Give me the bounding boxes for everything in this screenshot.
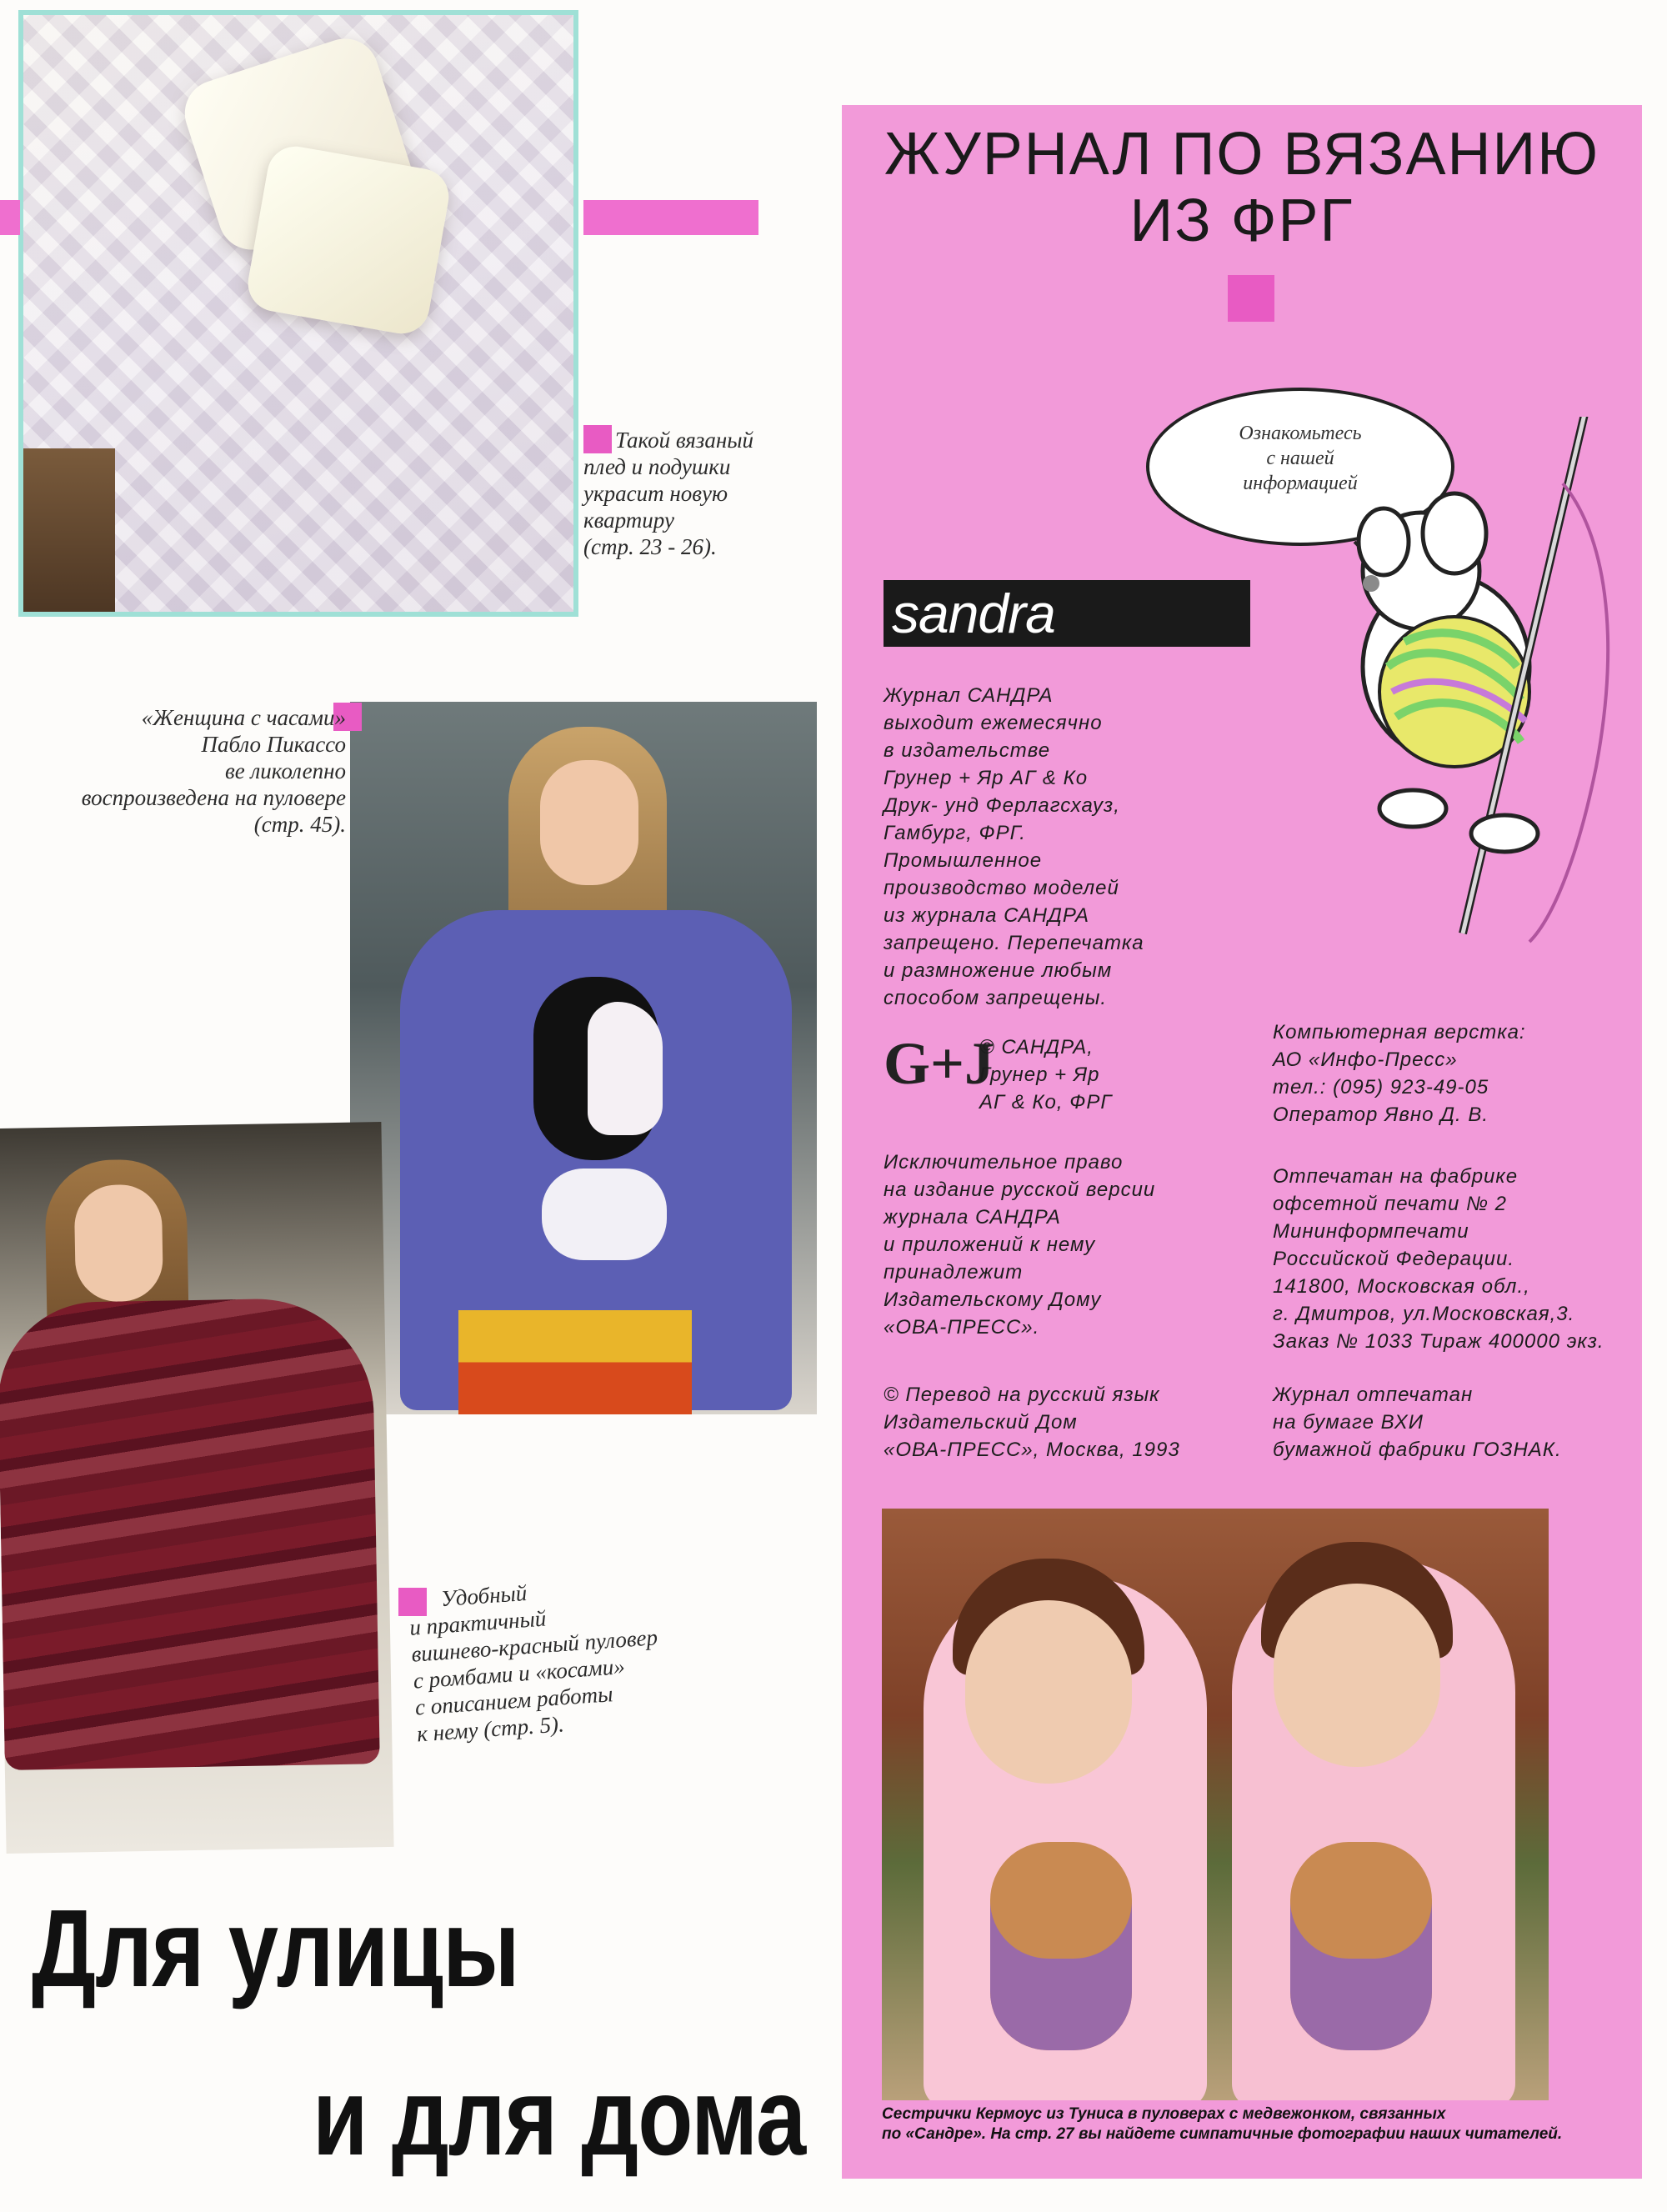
thread (1529, 483, 1608, 942)
sweater-shape (0, 1297, 380, 1770)
mascot-ear (1423, 493, 1486, 573)
picasso-caption: «Женщина с часами» Пабло Пикассо ве ликолепно воспроизведена на пуловере (стр. 45). (81, 705, 346, 837)
blanket-caption: Такой вязаный плед и подушки украсит новую квартиру (стр. 23 - 26). (583, 428, 754, 559)
pink-accent-bar (583, 200, 758, 235)
model-face (74, 1184, 163, 1303)
bear-motif (990, 1842, 1132, 2050)
bear-motif (1290, 1842, 1432, 2050)
speech-bubble-text: Ознакомьтесь с нашей информацией (1239, 423, 1362, 494)
printing-info: Отпечатан на фабрике офсетной печати № 2 Мининформпечати Российской Федерации. 141800, Московская обл., г. Дмитров, ул.Московская,3. Заказ № 1033 Тираж 400000 экз. (1273, 1165, 1604, 1353)
pink-accent-bar (0, 200, 20, 235)
copyright-text: © САНДРА, Грунер + Яр АГ & Ко, ФРГ (979, 1036, 1113, 1114)
mascot-nose (1363, 575, 1379, 592)
about-text: Журнал САНДРА выходит ежемесячно в издательстве Грунер + Яр АГ & Ко Друк- унд Ферлагсхауз, Гамбург, ФРГ. Промышленное производство моделей из журнала САНДРА запрещено. Перепечатка и размножение любым способом запрещены. (884, 684, 1144, 1009)
burgundy-sweater-photo (0, 1122, 394, 1854)
model-face (540, 760, 638, 885)
sweater-art-skirt (458, 1310, 692, 1414)
twins-caption: Сестрички Кермоус из Туниса в пуловерах с медвежонком, связанных по «Сандре». На стр. 27 вы найдете симпатичные фотографии наших читателей. (882, 2105, 1563, 2143)
sweater-art-face (588, 1002, 663, 1135)
pillow-shape (243, 142, 453, 338)
exclusive-rights-text: Исключительное право на издание русской версии журнала САНДРА и приложений к нему принадлежит Издательскому Дому «ОВА-ПРЕСС». (884, 1151, 1156, 1339)
blanket-pillows-photo (18, 10, 578, 617)
gj-publisher-logo: G+J (884, 1030, 995, 1097)
mouse-knitting-mascot (1321, 417, 1646, 967)
child-face (965, 1600, 1132, 1784)
layout-credits: Компьютерная верстка: АО «Инфо-Пресс» тел.: (095) 923-49-05 Оператор Явно Д. В. (1273, 1021, 1526, 1126)
headline-line2: и для дома (313, 2055, 806, 2178)
pink-accent-square (1228, 275, 1274, 322)
paper-info: Журнал отпечатан на бумаге ВХИ бумажной фабрики ГОЗНАК. (1273, 1384, 1562, 1461)
floor-detail (23, 448, 115, 617)
burgundy-caption: Удобный и практичный вишнево-красный пуловер с ромбами и «косами» с описанием работы к нему (стр. 5). (408, 1579, 658, 1747)
sweater-art-hand (542, 1169, 667, 1260)
headline-line1: Для улицы (32, 1887, 519, 2009)
picasso-sweater-photo (350, 702, 817, 1414)
translation-credit: © Перевод на русский язык Издательский Дом «ОВА-ПРЕСС», Москва, 1993 (884, 1384, 1180, 1461)
mascot-foot (1471, 815, 1538, 852)
mascot-ear (1359, 508, 1409, 575)
mascot-foot (1379, 790, 1446, 827)
twins-photo (882, 1509, 1549, 2100)
sandra-logo: sandra (884, 580, 1250, 647)
child-face (1274, 1584, 1440, 1767)
magazine-title: ЖУРНАЛ ПО ВЯЗАНИЮ ИЗ ФРГ (884, 121, 1600, 254)
